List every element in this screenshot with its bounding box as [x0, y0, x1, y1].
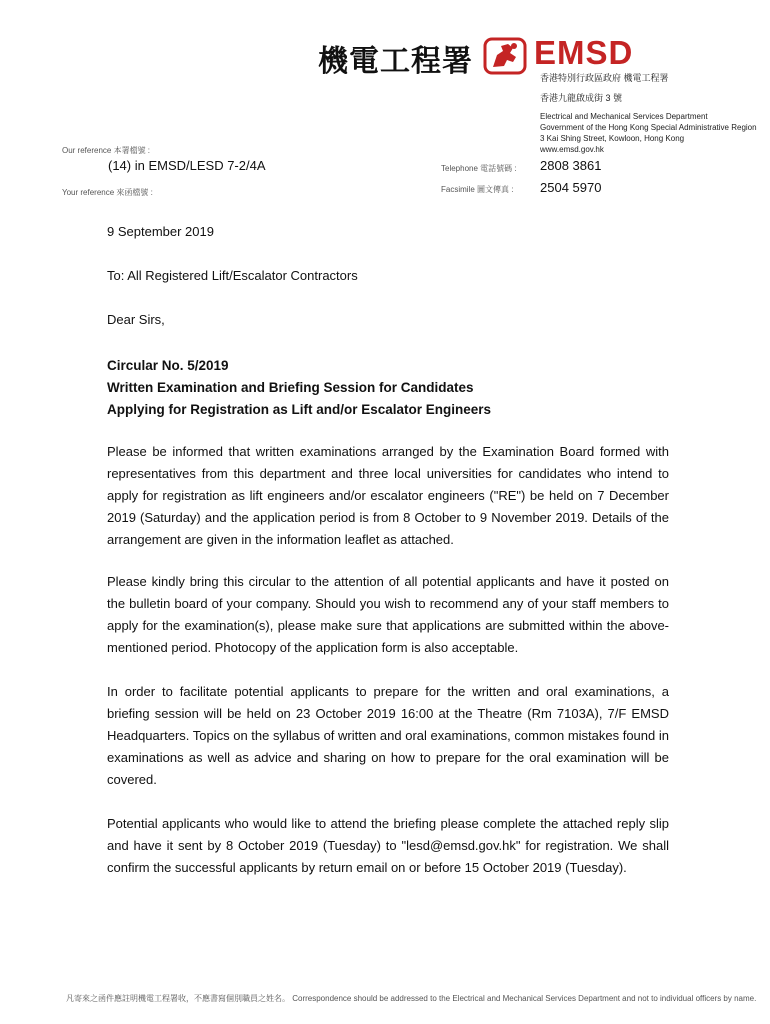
our-reference-value: (14) in EMSD/LESD 7-2/4A — [108, 158, 266, 173]
subject-line-1: Written Examination and Briefing Session for Candidates — [107, 380, 474, 395]
facsimile-value: 2504 5970 — [540, 180, 602, 195]
address-line-government-en: Government of the Hong Kong Special Administrative Region — [540, 123, 757, 132]
paragraph-examination-info: Please be informed that written examinations arranged by the Examination Board formed with representatives from this department and three local universities for candidates who intend to apply for registration as lift engineers and/or escalator engineers ("RE") be held on 7 December 2019 (Saturday) and the application period is from 8 October to 9 November 2019. Details of the arrangement are given in the information leaflet as attached. — [107, 444, 669, 547]
address-line-department-cn: 香港特別行政區政府 機電工程署 — [540, 73, 669, 83]
address-line-street-en: 3 Kai Shing Street, Kowloon, Hong Kong — [540, 134, 685, 143]
facsimile-label: Facsimile 圖文傳真 : — [441, 185, 514, 194]
your-reference-label: Your reference 來函檔號 : — [62, 188, 153, 197]
telephone-label: Telephone 電話號碼 : — [441, 164, 517, 173]
paragraph-circulation-request: Please kindly bring this circular to the attention of all potential applicants and have it posted on the bulletin board of your company. Should you wish to recommend any of your staff members to apply for the examination(s), please make sure that applications are submitted within the above-mentioned period. Photocopy of the application form is also acceptable. — [107, 574, 669, 655]
logo-chinese-name: 機電工程署 — [318, 44, 473, 79]
subject-line-2: Applying for Registration as Lift and/or Escalator Engineers — [107, 402, 492, 417]
telephone-value: 2808 3861 — [540, 158, 602, 173]
correspondence-footer: 凡寄來之函件應註明機電工程署收，不應書寫個別職員之姓名。 Correspondence should be addressed to the Electrical and Mechanical Services Department and not to individual officers by name. — [66, 994, 757, 1003]
logo-english-name: EMSD — [534, 34, 634, 71]
emsd-logo-icon — [483, 37, 527, 75]
paragraph-briefing-session: In order to facilitate potential applicants to prepare for the written and oral examinations, a briefing session will be held on 23 October 2019 16:00 at the Theatre (Rm 7103A), 7/F EMSD Headquarters. Topics on the syllabus of written and oral examinations, common mistakes found in examinations as well as advice and sharing on how to prepare for the oral examination will be covered. — [107, 684, 669, 787]
letter-date: 9 September 2019 — [107, 224, 214, 239]
address-line-department-en: Electrical and Mechanical Services Department — [540, 112, 708, 121]
address-line-website: www.emsd.gov.hk — [540, 145, 604, 154]
paragraph-registration: Potential applicants who would like to attend the briefing please complete the attached reply slip and have it sent by 8 October 2019 (Tuesday) to "lesd@emsd.gov.hk" for registration. We shall confirm the successful applicants by return email on or before 15 October 2019 (Tuesday). — [107, 816, 669, 875]
letter-salutation: Dear Sirs, — [107, 312, 165, 327]
our-reference-label: Our reference 本署檔號 : — [62, 146, 151, 155]
circular-number: Circular No. 5/2019 — [107, 358, 229, 373]
letter-recipient: To: All Registered Lift/Escalator Contractors — [107, 268, 358, 283]
address-line-street-cn: 香港九龍啟成街 3 號 — [540, 93, 623, 103]
